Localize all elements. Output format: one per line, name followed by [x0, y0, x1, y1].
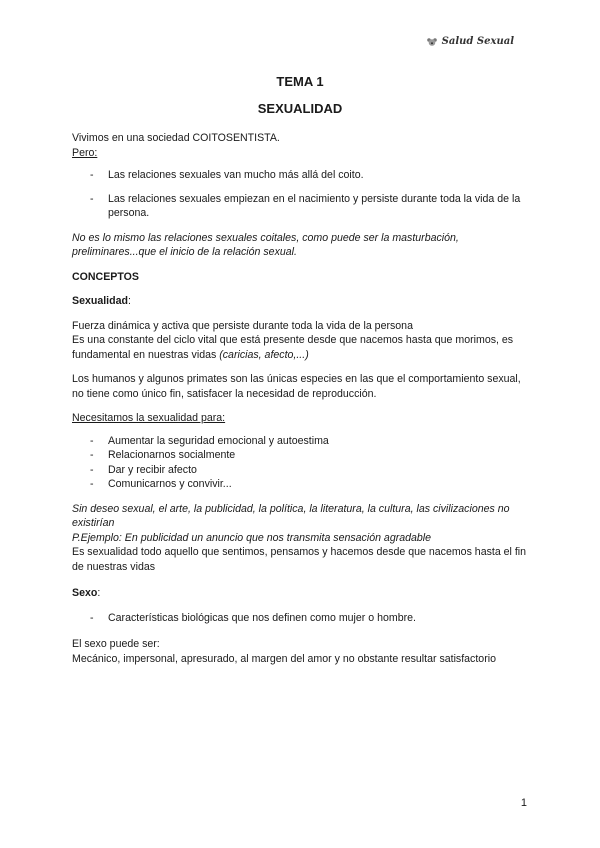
page-number: 1 [520, 797, 527, 809]
necesitamos-label: Necesitamos la sexualidad para: [72, 412, 226, 424]
heading-colon: : [127, 295, 131, 307]
sexo-puede: El sexo puede ser: [72, 638, 160, 650]
list-item: - Características biológicas que nos definen como mujer o hombre. [72, 611, 528, 626]
koala-icon [427, 37, 437, 47]
sexo-list [72, 611, 528, 626]
list-item: - Las relaciones sexuales empiezan en el nacimiento y persiste durante toda la vida de la persona. [72, 192, 528, 221]
list-item: - Aumentar la seguridad emocional y autoestima [72, 434, 528, 449]
sexualidad-constant-text: Es una constante del ciclo vital que está presente desde que nacemos hasta que morimos, es fundamental en nuestras vidas [72, 334, 514, 361]
doc-title: TEMA 1 [276, 74, 324, 89]
list-item: - Las relaciones sexuales van mucho más allá del coito. [72, 168, 528, 183]
sexualidad-constant [72, 333, 528, 362]
list-item: - Dar y recibir afecto [72, 463, 528, 478]
sexualidad-heading: Sexualidad [72, 295, 128, 307]
heading-colon: : [97, 587, 101, 599]
page-header [427, 36, 514, 47]
sexualidad-examples: (caricias, afecto,...) [219, 348, 309, 361]
list-item: - Relacionarnos socialmente [72, 448, 528, 463]
sexo-heading: Sexo [72, 587, 98, 599]
primates-paragraph: Los humanos y algunos primates son las únicas especies en las que el comportamiento sexual, no tiene como único fin, satisfacer la necesidad de reproducción. [72, 373, 521, 400]
pero-label: Pero: [72, 146, 98, 159]
list-item: - Comunicarnos y convivir... [72, 477, 528, 492]
sexo-tipos: Mecánico, impersonal, apresurado, al margen del amor y no obstante resultar satisfactorio [72, 652, 496, 665]
sexualidad-summary: Es sexualidad todo aquello que sentimos, pensamos y hacemos desde que nacemos hasta el fin de nuestras vidas [72, 546, 527, 573]
conceptos-heading: CONCEPTOS [72, 270, 139, 283]
doc-subtitle: SEXUALIDAD [257, 101, 343, 116]
header-label: Salud Sexual [441, 36, 514, 47]
intro-note: No es lo mismo las relaciones sexuales coitales, como puede ser la masturbación, preliminares...que el inicio de la relación sexual. [72, 231, 459, 258]
deseo-note: Sin deseo sexual, el arte, la publicidad, la política, la literatura, la cultura, las civilizaciones no existirían [72, 502, 510, 529]
intro-line: Vivimos en una sociedad COITOSENTISTA. [72, 132, 280, 144]
example-note: P.Ejemplo: En publicidad un anuncio que nos transmita sensación agradable [72, 531, 432, 544]
needs-list [72, 434, 528, 492]
document-body [72, 74, 528, 666]
intro-list [72, 168, 528, 221]
sexualidad-def: Fuerza dinámica y activa que persiste durante toda la vida de la persona [72, 319, 413, 332]
